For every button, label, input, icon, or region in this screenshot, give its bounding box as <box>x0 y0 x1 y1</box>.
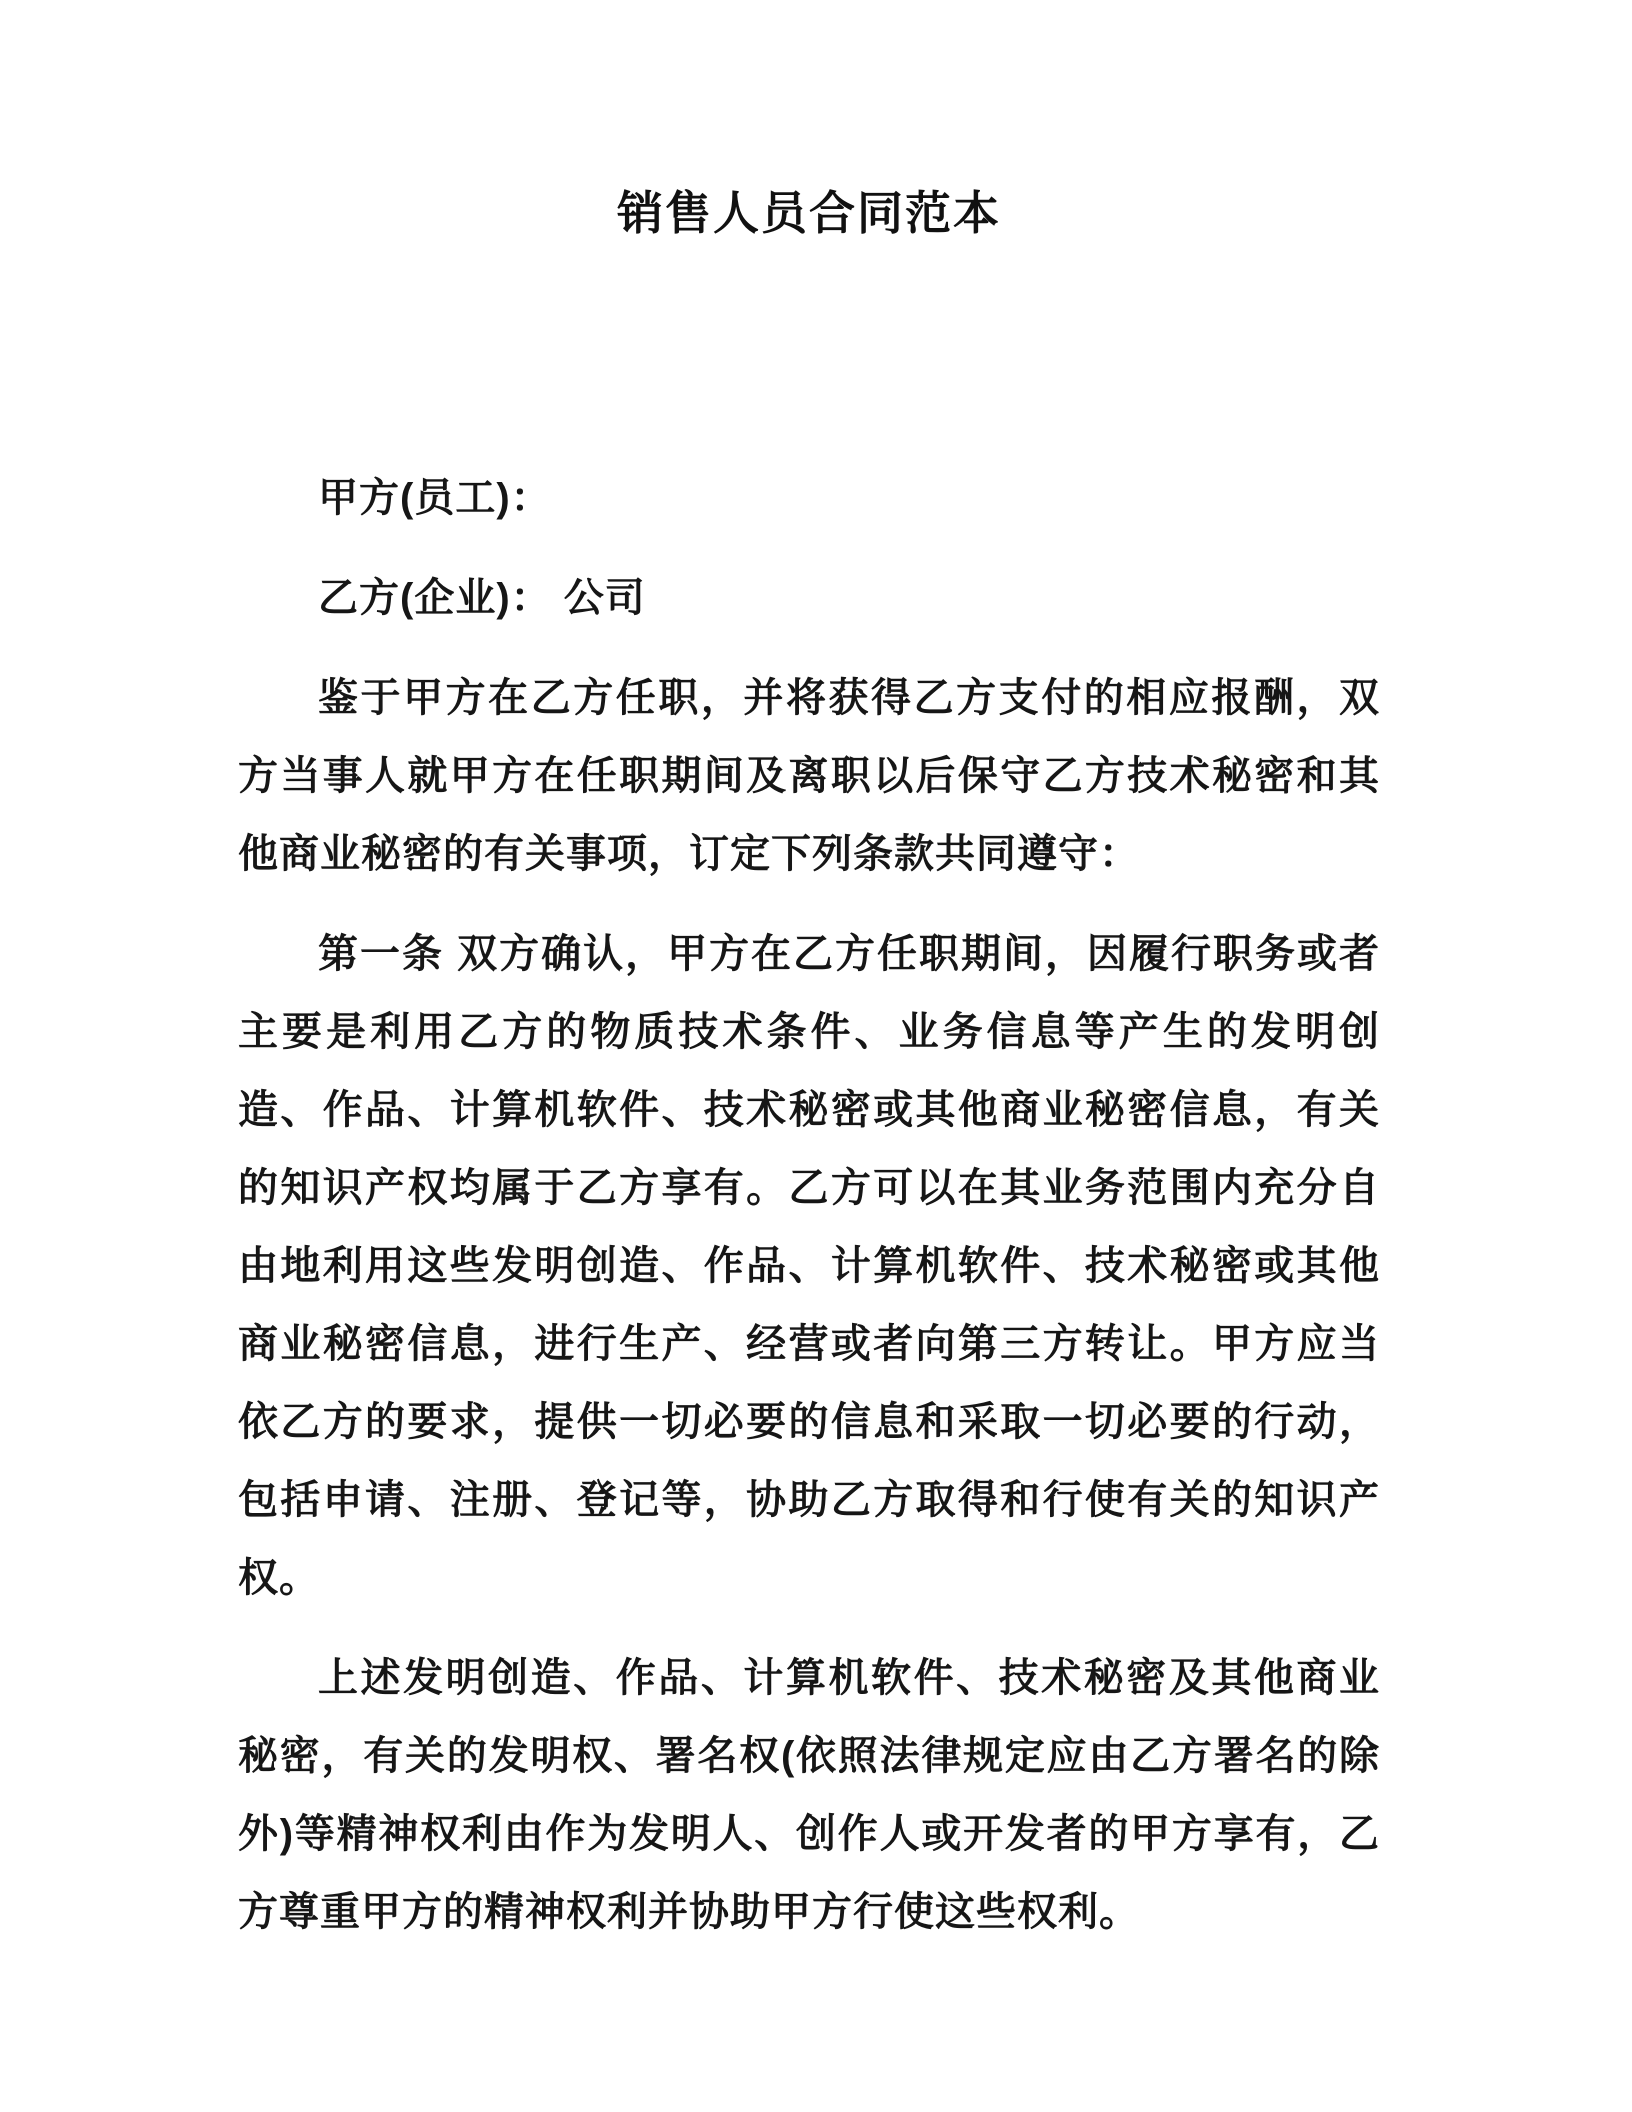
document-title: 销售人员合同范本 <box>617 187 1001 239</box>
paragraph-party-b: 乙方(企业)： 公司 <box>318 576 646 621</box>
paragraph-party-a: 甲方(员工)： <box>318 476 552 521</box>
document-body <box>238 459 1380 1951</box>
paragraph-preamble: 鉴于甲方在乙方任职，并将获得乙方支付的相应报酬，双方当事人就甲方在任职期间及离职以后保守乙方技术秘密和其他商业秘密的有关事项，订定下列条款共同遵守： <box>238 676 1380 877</box>
paragraph-moral-rights: 上述发明创造、作品、计算机软件、技术秘密及其他商业秘密，有关的发明权、署名权(依照法律规定应由乙方署名的除外)等精神权利由作为发明人、创作人或开发者的甲方享有，乙方尊重甲方的精神权利并协助甲方行使这些权利。 <box>238 1656 1380 1935</box>
paragraph-clause-1: 第一条 双方确认，甲方在乙方任职期间，因履行职务或者主要是利用乙方的物质技术条件、业务信息等产生的发明创造、作品、计算机软件、技术秘密或其他商业秘密信息，有关的知识产权均属于乙方享有。乙方可以在其业务范围内充分自由地利用这些发明创造、作品、计算机软件、技术秘密或其他商业秘密信息，进行生产、经营或者向第三方转让。甲方应当依乙方的要求，提供一切必要的信息和采取一切必要的行动，包括申请、注册、登记等，协助乙方取得和行使有关的知识产权。 <box>238 932 1380 1601</box>
